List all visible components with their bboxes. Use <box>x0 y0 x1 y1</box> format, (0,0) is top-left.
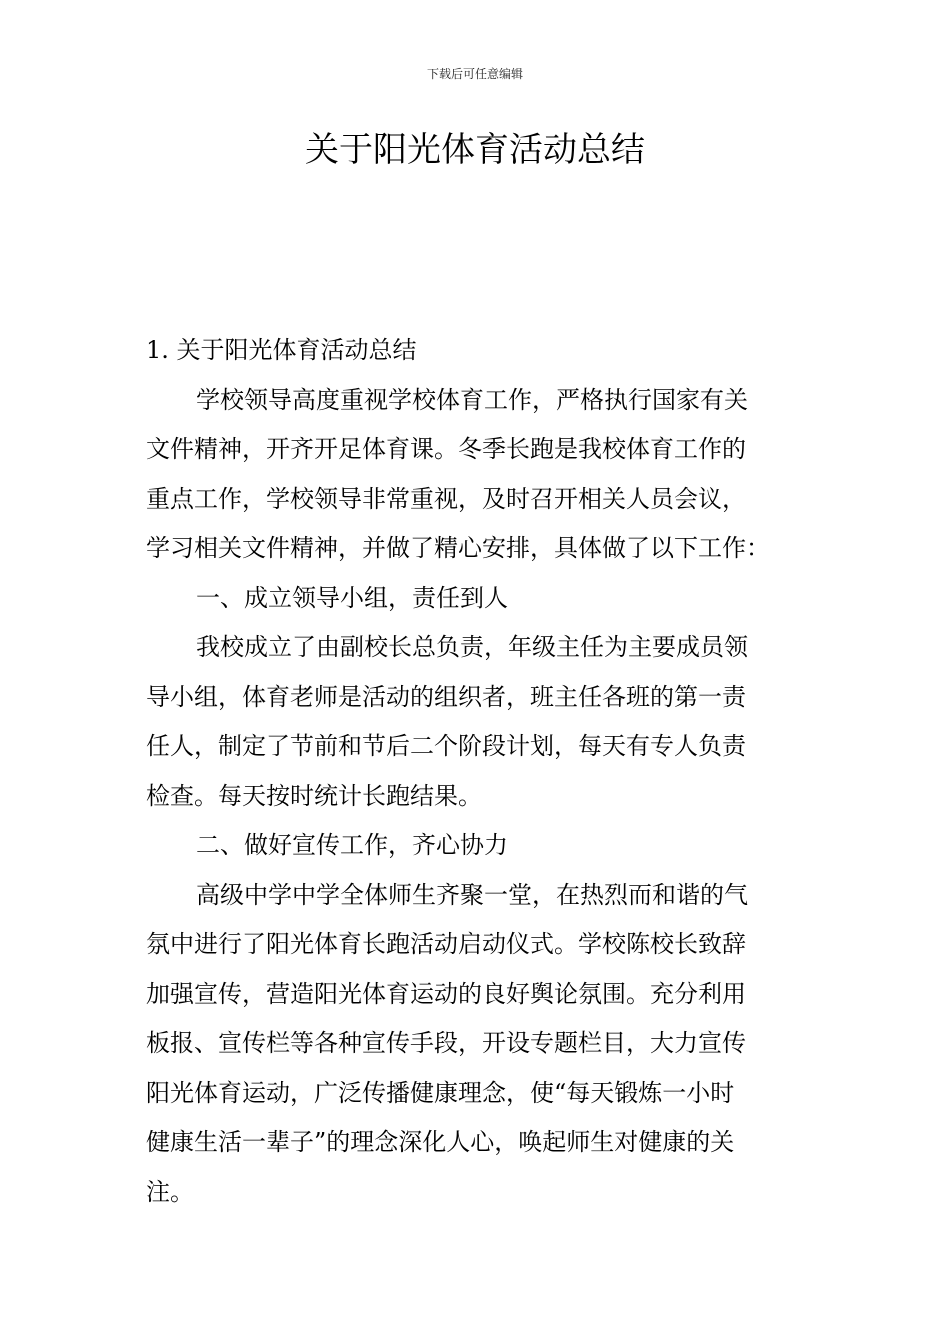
paragraph-line: 板报、宣传栏等各种宣传手段，开设专题栏目，大力宣传 <box>146 1029 746 1057</box>
subheading-publicity: 二、做好宣传工作，齐心协力 <box>196 831 508 859</box>
subheading-leadership-group: 一、成立领导小组，责任到人 <box>196 583 508 612</box>
paragraph-line: 检查。每天按时统计长跑结果。 <box>146 781 482 810</box>
paragraph-line: 重点工作，学校领导非常重视，及时召开相关人员会议， <box>146 484 746 513</box>
paragraph-line: 导小组，体育老师是活动的组织者，班主任各班的第一责 <box>146 682 746 711</box>
document-body <box>146 326 806 1217</box>
paragraph-line: 加强宣传，营造阳光体育运动的良好舆论氛围。充分利用 <box>146 979 746 1008</box>
paragraph-line: 高级中学中学全体师生齐聚一堂，在热烈而和谐的气 <box>196 880 748 909</box>
paragraph-line: 任人，制定了节前和节后二个阶段计划，每天有专人负责 <box>146 732 746 760</box>
paragraph-line: 氛中进行了阳光体育长跑活动启动仪式。学校陈校长致辞 <box>146 930 746 958</box>
paragraph-line: 文件精神，开齐开足体育课。冬季长跑是我校体育工作的 <box>146 435 746 463</box>
paragraph-line: 我校成立了由副校长总负责，年级主任为主要成员领 <box>196 633 748 661</box>
document-title: 关于阳光体育活动总结 <box>305 130 645 170</box>
header-note: 下载后可任意编辑 <box>426 67 523 81</box>
section-heading: 1. 关于阳光体育活动总结 <box>146 336 417 364</box>
paragraph-line: 学习相关文件精神，并做了精心安排，具体做了以下工作： <box>146 534 770 562</box>
paragraph-line: 健康生活一辈子”的理念深化人心，唤起师生对健康的关 <box>146 1128 735 1156</box>
paragraph-line: 学校领导高度重视学校体育工作，严格执行国家有关 <box>196 385 748 414</box>
paragraph-line: 阳光体育运动，广泛传播健康理念，使“每天锻炼一小时 <box>146 1078 735 1107</box>
paragraph-line: 注。 <box>146 1177 194 1206</box>
